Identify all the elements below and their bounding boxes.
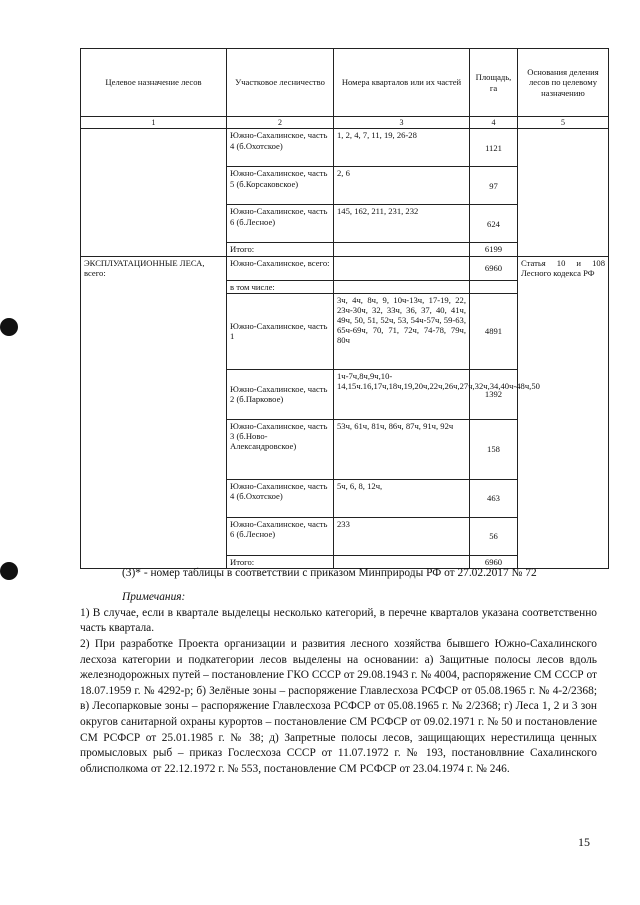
exploitation-basis: Статья 10 и 108 Лесного кодекса РФ — [518, 256, 609, 568]
district-cell: Южно-Сахалинское, часть 3 (б.Ново-Александровское) — [227, 419, 334, 479]
exploitation-total-row — [81, 256, 609, 280]
col-number: 5 — [518, 117, 609, 129]
district-cell: Южно-Сахалинское, часть 2 (б.Парковое) — [227, 369, 334, 419]
area-cell: 97 — [470, 167, 518, 205]
district-cell: Южно-Сахалинское, часть 1 — [227, 293, 334, 369]
area-cell: 6960 — [470, 256, 518, 280]
header-basis: Основания деления лесов по целевому назначению — [518, 49, 609, 117]
area-cell: 463 — [470, 479, 518, 517]
purpose-cell-empty — [81, 129, 227, 256]
header-purpose: Целевое назначение лесов — [81, 49, 227, 117]
district-cell: Южно-Сахалинское, часть 5 (б.Корсаковское) — [227, 167, 334, 205]
total-label: Итого: — [227, 243, 334, 256]
quarters-cell: 3ч, 4ч, 8ч, 9, 10ч-13ч, 17-19, 22, 23ч-30ч, 32, 33ч, 36, 37, 40, 41ч, 49ч, 50, 51, 52ч, 53, 54ч-57ч, 59-63, 65ч-69ч, 70, 71, 72ч, 74-78, 79ч, 80ч — [334, 293, 470, 369]
area-cell: 4891 — [470, 293, 518, 369]
col-number: 1 — [81, 117, 227, 129]
quarters-cell: 233 — [334, 517, 470, 555]
table-row — [81, 129, 609, 167]
district-cell: Южно-Сахалинское, часть 6 (б.Лесное) — [227, 205, 334, 243]
total-label: Итого: — [227, 555, 334, 568]
exploitation-purpose: ЭКСПЛУАТАЦИОННЫЕ ЛЕСА, всего: — [81, 256, 227, 568]
basis-cell-empty — [518, 129, 609, 256]
quarters-cell: 53ч, 61ч, 81ч, 86ч, 87ч, 91ч, 92ч — [334, 419, 470, 479]
area-cell: 56 — [470, 517, 518, 555]
quarters-cell-empty — [334, 280, 470, 293]
col-number: 4 — [470, 117, 518, 129]
area-cell: 158 — [470, 419, 518, 479]
area-cell: 1392 — [470, 369, 518, 419]
total-area: 6960 — [470, 555, 518, 568]
notes-title: Примечания: — [122, 591, 186, 603]
district-cell: Южно-Сахалинское, часть 4 (б.Охотское) — [227, 129, 334, 167]
header-area: Площадь, га — [470, 49, 518, 117]
district-cell: Южно-Сахалинское, всего: — [227, 256, 334, 280]
header-row — [81, 49, 609, 117]
quarters-cell: 5ч, 6, 8, 12ч, — [334, 479, 470, 517]
header-quarters: Номера кварталов или их частей — [334, 49, 470, 117]
district-cell: Южно-Сахалинское, часть 4 (б.Охотское) — [227, 479, 334, 517]
forest-purpose-table — [80, 48, 609, 569]
punch-hole-bottom — [0, 562, 18, 580]
note-item: 1) В случае, если в квартале выделецы несколько категорий, в перечне кварталов указана соответственно часть квартала. — [80, 606, 597, 635]
area-cell: 1121 — [470, 129, 518, 167]
punch-hole-top — [0, 318, 18, 336]
including-label: в том числе: — [227, 280, 334, 293]
area-cell-empty — [470, 280, 518, 293]
column-number-row — [81, 117, 609, 129]
total-area: 6199 — [470, 243, 518, 256]
page-number: 15 — [578, 835, 590, 849]
total-empty — [334, 243, 470, 256]
district-cell: Южно-Сахалинское, часть 6 (б.Лесное) — [227, 517, 334, 555]
col-number: 3 — [334, 117, 470, 129]
notes-section — [80, 590, 597, 778]
quarters-cell: 1ч-7ч,8ч,9ч,10-14,15ч.16,17ч,18ч,19,20ч,22ч,26ч,27ч,32ч,34,40ч-48ч,50 — [334, 369, 470, 419]
quarters-cell: 1, 2, 4, 7, 11, 19, 26-28 — [334, 129, 470, 167]
table-footnote: (3)* - номер таблицы в соответствии с приказом Минприроды РФ от 27.02.2017 № 72 — [122, 567, 537, 579]
quarters-cell-empty — [334, 256, 470, 280]
note-item: 2) При разработке Проекта организации и развития лесного хозяйства бывшего Южно-Сахалинского лесхоза категории и подкатегории лесов выделены на основании: а) Защитные полосы лесов вдоль железнодорожных путей – постановление ГКО СССР от 29.08.1943 г. № 4004, распоряжение СМ СССР от 18.07.1959 г. № 4292-р; б) Зелёные зоны – распоряжение Главлесхоза РСФСР от 05.08.1965 г. № 4-2/2368; в) Лесопарковые зоны – распоряжение Главлесхоза РСФСР от 05.08.1965 г. № 2/2368; г) Леса 1, 2 и 3 зон округов санитарной охраны курортов – постановление СМ РСФСР от 09.02.1971 г. № 50 и постановление СМ РСФСР от 25.01.1985 г. № 38; д) Запретные полосы лесов, защищающих нерестилища ценных промысловых рыб – приказ Гослесхоза СССР от 11.07.1972 г. № 193, постановлвние Сахалинского облисполкома от 22.12.1972 г. № 553, постановление СМ РСФСР от 23.04.1974 г. № 246. — [80, 637, 598, 775]
quarters-cell: 2, 6 — [334, 167, 470, 205]
header-district: Участковое лесничество — [227, 49, 334, 117]
col-number: 2 — [227, 117, 334, 129]
area-cell: 624 — [470, 205, 518, 243]
quarters-cell: 145, 162, 211, 231, 232 — [334, 205, 470, 243]
